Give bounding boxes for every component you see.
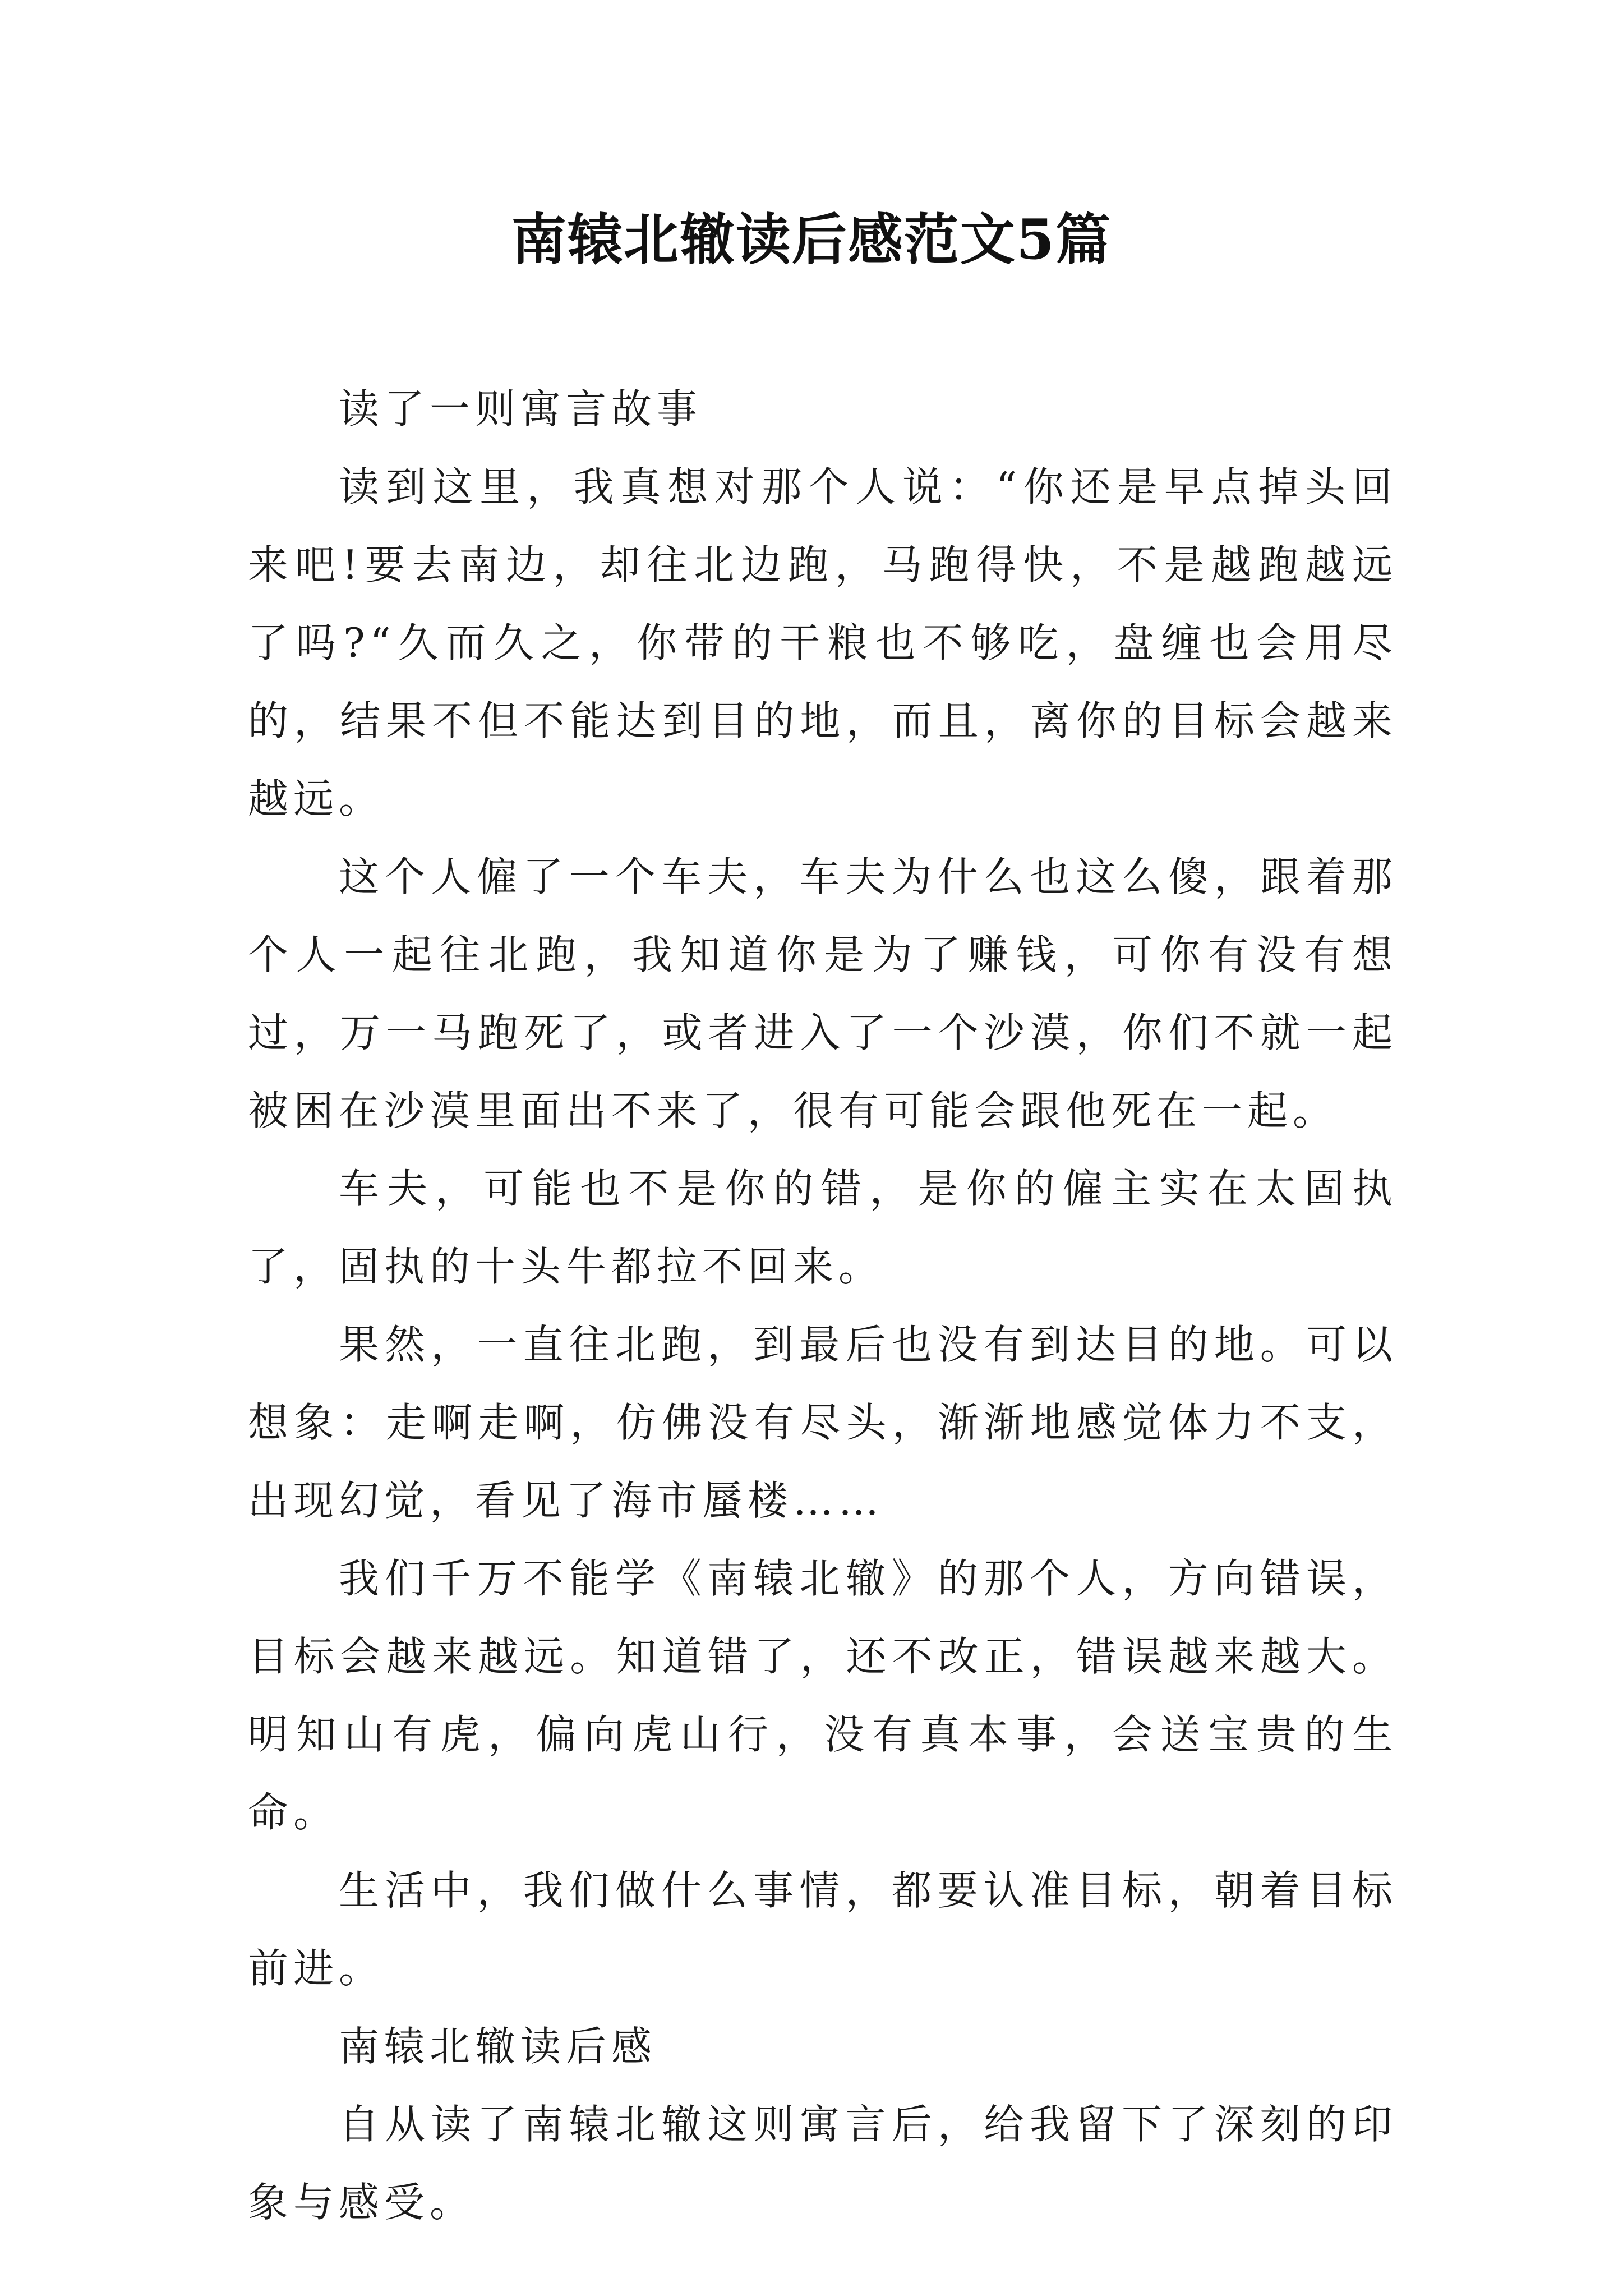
paragraph-6: 我们千万不能学《南辕北辙》的那个人，方向错误，目标会越来越远。知道错了，还不改正，错误越来越大。明知山有虎，偏向虎山行，没有真本事，会送宝贵的生命。 [248, 1555, 1398, 1836]
paragraph-5: 果然，一直往北跑，到最后也没有到达目的地。可以想象：走啊走啊，仿佛没有尽头，渐渐地感觉体力不支，出现幻觉，看见了海市蜃楼…… [248, 1321, 1398, 1524]
paragraph-3: 这个人僱了一个车夫，车夫为什么也这么傻，跟着那个人一起往北跑，我知道你是为了赚钱，可你有没有想过，万一马跑死了，或者进入了一个沙漠，你们不就一起被困在沙漠里面出不来了，很有可能会跟他死在一起。 [248, 853, 1398, 1134]
document-title: 南辕北辙读后感范文5篇 [511, 208, 1112, 272]
paragraph-4: 车夫，可能也不是你的错，是你的僱主实在太固执了，固执的十头牛都拉不回来。 [248, 1165, 1398, 1290]
paragraph-7: 生活中，我们做什么事情，都要认准目标，朝着目标前进。 [248, 1867, 1398, 1992]
paragraph-1: 读了一则寓言故事 [339, 385, 703, 432]
section-heading: 南辕北辙读后感 [339, 2023, 657, 2070]
document-body [248, 370, 1398, 2242]
paragraph-8: 自从读了南辕北辙这则寓言后，给我留下了深刻的印象与感受。 [248, 2101, 1398, 2226]
paragraph-2: 读到这里，我真想对那个人说：“你还是早点掉头回来吧!要去南边，却往北边跑，马跑得快，不是越跑越远了吗?“久而久之，你带的干粮也不够吃，盘缠也会用尽的，结果不但不能达到目的地，而且，离你的目标会越来越远。 [248, 463, 1398, 822]
